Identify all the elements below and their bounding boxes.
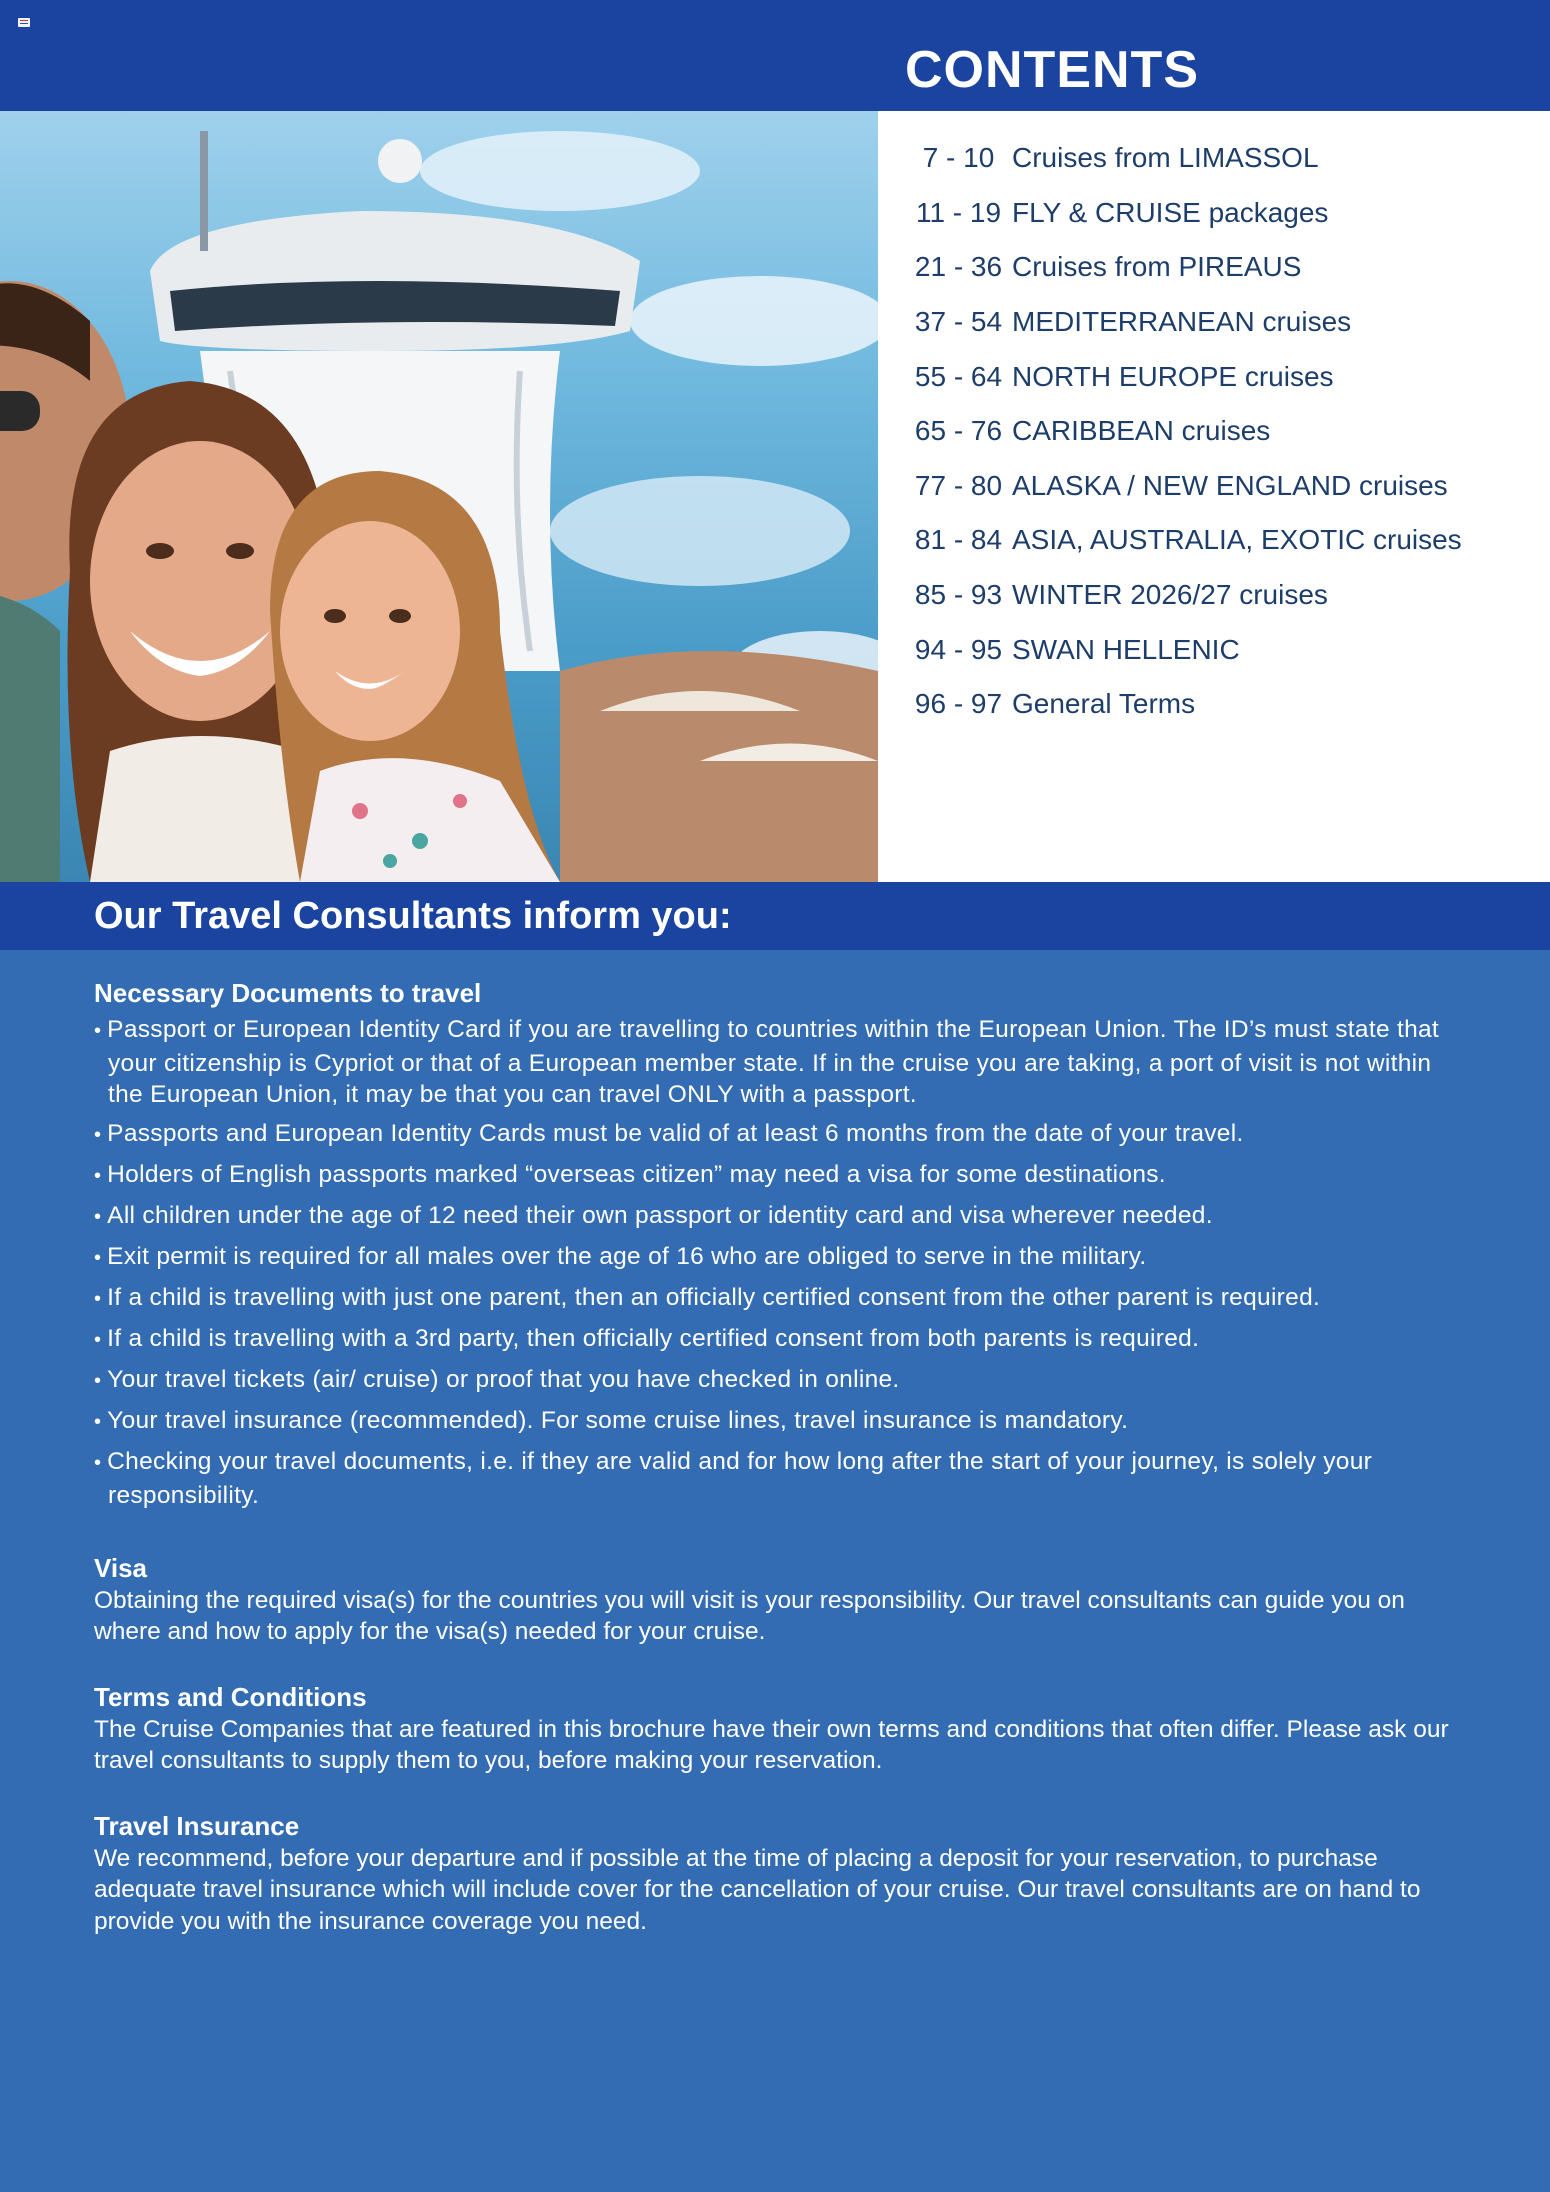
toc-label: WINTER 2026/27 cruises [1012, 579, 1328, 611]
toc-pages: 81 - 84 [914, 524, 1003, 556]
toc-item[interactable] [905, 513, 1462, 568]
toc-label: CARIBBEAN cruises [1012, 415, 1271, 447]
list-item: • Exit permit is required for all males over the age of 16 who are obliged to serve in the military. [94, 1241, 1458, 1275]
toc-label: General Terms [1012, 688, 1196, 720]
toc-pages: 7 - 10 [922, 142, 995, 174]
toc-pages: 94 - 95 [914, 633, 1003, 665]
terms-text: The Cruise Companies that are featured in this brochure have their own terms and conditions that often differ. Please ask our travel consultants to supply them to you, before making your reservation. [94, 1715, 1449, 1774]
insurance-text: We recommend, before your departure and if possible at the time of placing a deposit for your reservation, to purchase adequate travel insurance which will include cover for the cancellation of your cruise. Our travel consultants are on hand to provide you with the insurance coverage you need. [94, 1844, 1421, 1935]
header-band [0, 0, 1550, 111]
toc-pages: 85 - 93 [914, 579, 1003, 611]
toc-item[interactable] [905, 240, 1462, 295]
toc-item[interactable] [905, 459, 1462, 514]
photo-illustration [0, 111, 878, 882]
toc-label: ASIA, AUSTRALIA, EXOTIC cruises [1012, 524, 1462, 556]
toc-pages: 65 - 76 [914, 415, 1003, 447]
table-of-contents [878, 111, 1550, 882]
list-item: • Holders of English passports marked “overseas citizen” may need a visa for some destinations. [94, 1159, 1458, 1193]
toc-label: MEDITERRANEAN cruises [1012, 306, 1352, 338]
toc-item[interactable] [905, 295, 1462, 350]
menu-icon[interactable] [18, 18, 30, 27]
list-item: • Your travel insurance (recommended). For some cruise lines, travel insurance is mandatory. [94, 1405, 1458, 1439]
toc-item[interactable] [905, 131, 1462, 186]
toc-item[interactable] [905, 677, 1462, 732]
info-title: Our Travel Consultants inform you: [94, 895, 732, 937]
list-item: • Your travel tickets (air/ cruise) or proof that you have checked in online. [94, 1364, 1458, 1398]
toc-pages: 55 - 64 [914, 360, 1003, 392]
contents-title: CONTENTS [905, 41, 1199, 99]
visa-heading: Visa [94, 1552, 148, 1583]
toc-pages: 37 - 54 [914, 306, 1003, 338]
terms-heading: Terms and Conditions [94, 1681, 367, 1712]
info-content [94, 976, 1458, 1937]
list-item: • If a child is travelling with just one parent, then an officially certified consent from the other parent is required. [94, 1282, 1458, 1316]
info-band [0, 882, 1550, 950]
toc-pages: 11 - 19 [915, 196, 1002, 228]
toc-label: Cruises from PIREAUS [1012, 251, 1302, 283]
documents-heading: Necessary Documents to travel [94, 978, 482, 1008]
list-item: • Checking your travel documents, i.e. if they are valid and for how long after the start of your journey, is solely your responsibility. [94, 1446, 1458, 1511]
list-item: • All children under the age of 12 need their own passport or identity card and visa wherever needed. [94, 1200, 1458, 1234]
toc-item[interactable] [905, 622, 1462, 677]
visa-text: Obtaining the required visa(s) for the countries you will visit is your responsibility. Our travel consultants can guide you on where and how to apply for the visa(s) needed for your cruise. [94, 1586, 1405, 1645]
list-item: • Passports and European Identity Cards must be valid of at least 6 months from the date of your travel. [94, 1118, 1458, 1152]
toc-pages: 96 - 97 [914, 688, 1003, 720]
documents-list [94, 1014, 1458, 1511]
toc-item[interactable] [905, 349, 1462, 404]
toc-label: SWAN HELLENIC [1012, 633, 1240, 665]
toc-pages: 21 - 36 [914, 251, 1003, 283]
insurance-heading: Travel Insurance [94, 1810, 300, 1841]
toc-label: FLY & CRUISE packages [1012, 196, 1329, 228]
list-item: • If a child is travelling with a 3rd party, then officially certified consent from both parents is required. [94, 1323, 1458, 1357]
list-item: • Passport or European Identity Card if you are travelling to countries within the European Union. The ID’s must state that your citizenship is Cypriot or that of a European member state. If in the cruise you are taking, a port of visit is not within the European Union, it may be that you can travel ONLY with a passport. [94, 1014, 1458, 1111]
toc-item[interactable] [905, 404, 1462, 459]
toc-label: Cruises from LIMASSOL [1012, 142, 1319, 174]
toc-pages: 77 - 80 [914, 469, 1003, 501]
toc-label: ALASKA / NEW ENGLAND cruises [1012, 469, 1448, 501]
toc-list [905, 131, 1462, 732]
family-cruise-photo [0, 111, 878, 882]
toc-item[interactable] [905, 568, 1462, 623]
toc-item[interactable] [905, 186, 1462, 241]
toc-label: NORTH EUROPE cruises [1012, 360, 1334, 392]
